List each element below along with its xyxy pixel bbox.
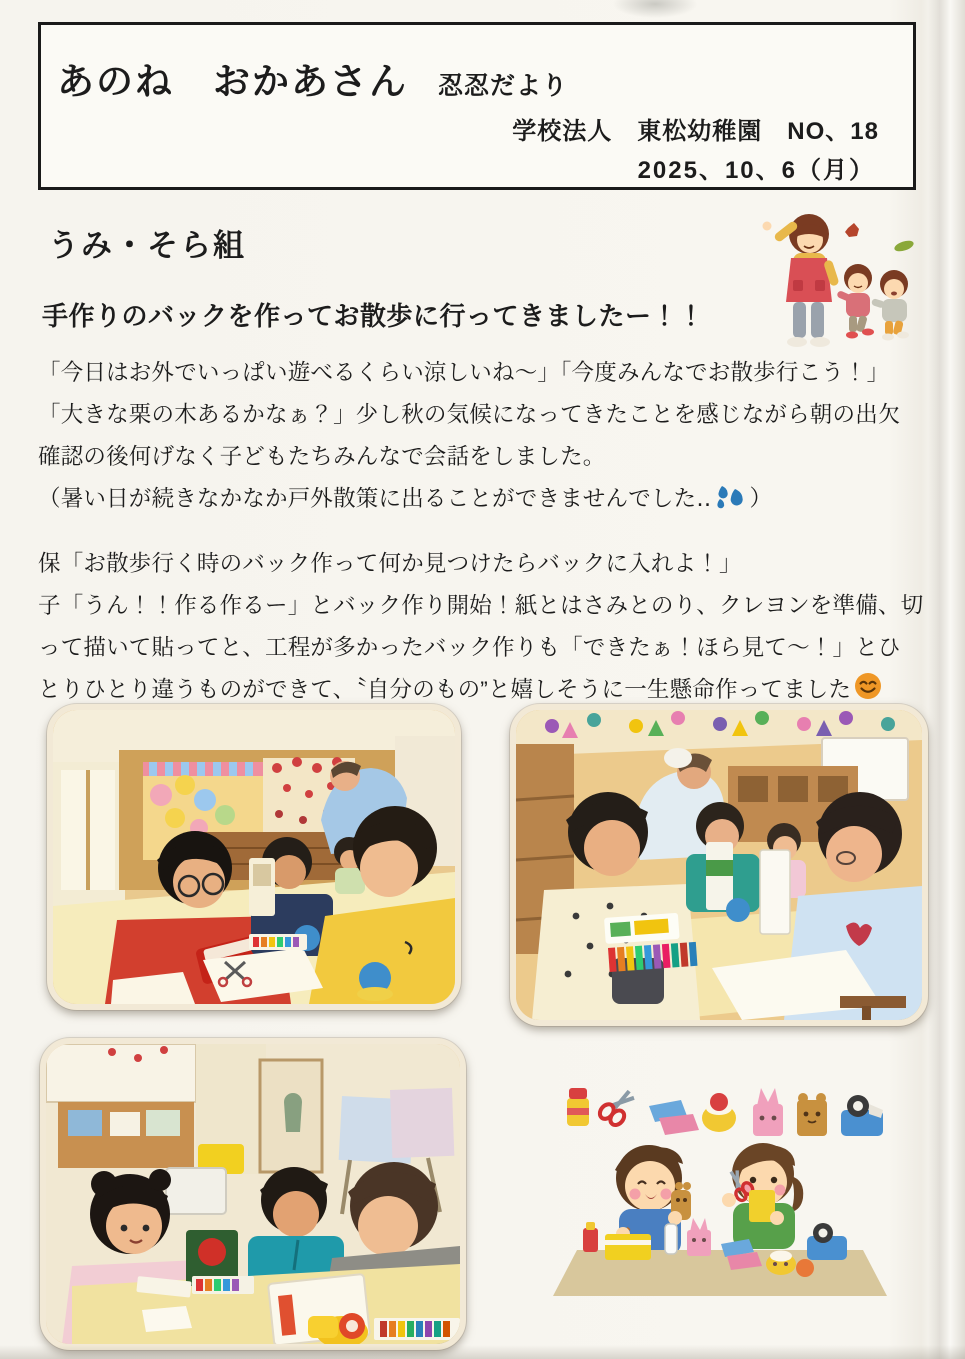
sweat-drops-icon	[714, 482, 748, 524]
torn-paper-right-edge	[928, 0, 965, 1359]
story-line-2: 子「うん！！作る作るー」とバック作り開始！紙とはさみとのり、クレヨンを準備、切	[38, 593, 924, 618]
intro-line-4	[38, 478, 926, 524]
teacher-walk-illustration-svg	[753, 206, 927, 362]
intro-line-4-close: ）	[749, 486, 773, 511]
photo-1-scene	[53, 710, 455, 1004]
intro-line-1: 「今日はお外でいっぱい遊べるくらい涼しいね～」「今度みんなでお散歩行こう！」	[38, 360, 890, 385]
article-headline: 手作りのバックを作ってお散歩に行ってきましたー！！	[42, 301, 705, 331]
scan-shadow-bottom-edge	[0, 1345, 965, 1359]
photo-children-crafting-2	[510, 704, 928, 1026]
photo-2-scene	[516, 710, 922, 1020]
story-line-4-text: とりひとり違うものができて、〝自分のもの”と嬉しそうに一生懸命作ってました	[38, 677, 852, 702]
photo-3-scene	[46, 1044, 460, 1344]
photo-children-crafting-1	[47, 704, 461, 1010]
craft-kids-illustration	[553, 1078, 887, 1332]
craft-kids-illustration-svg	[553, 1078, 887, 1332]
newsletter-subtitle: 忍忍だより	[438, 72, 569, 100]
newsletter-header-box	[38, 22, 916, 190]
intro-line-2: 「大きな栗の木あるかなぁ？」少し秋の気候になってきたことを感じながら朝の出欠	[38, 402, 901, 427]
issue-date: 2025、10、6（月）	[637, 157, 875, 184]
school-name-and-issue-number: 学校法人 東松幼稚園 NO、18	[512, 118, 879, 145]
intro-line-3: 確認の後何げなく子どもたちみんなで会話をしました。	[38, 444, 606, 469]
newsletter-title: あのね おかあさん	[57, 61, 408, 102]
newsletter-title-row	[57, 51, 568, 105]
intro-paragraph	[38, 352, 926, 524]
class-name-heading: うみ・そら組	[48, 228, 246, 263]
intro-line-4-text: （暑い日が続きなかなか戸外散策に出ることができませんでした‥	[38, 486, 712, 511]
story-line-3: って描いて貼ってと、工程が多かったバック作りも「できたぁ！ほら見て～！」とひ	[38, 635, 901, 660]
teacher-walk-illustration	[753, 206, 927, 362]
photo-children-crafting-3	[40, 1038, 466, 1350]
story-line-1: 保「お散歩行く時のバック作って何か見つけたらバックに入れよ！」	[38, 551, 742, 576]
story-paragraph	[38, 543, 926, 715]
